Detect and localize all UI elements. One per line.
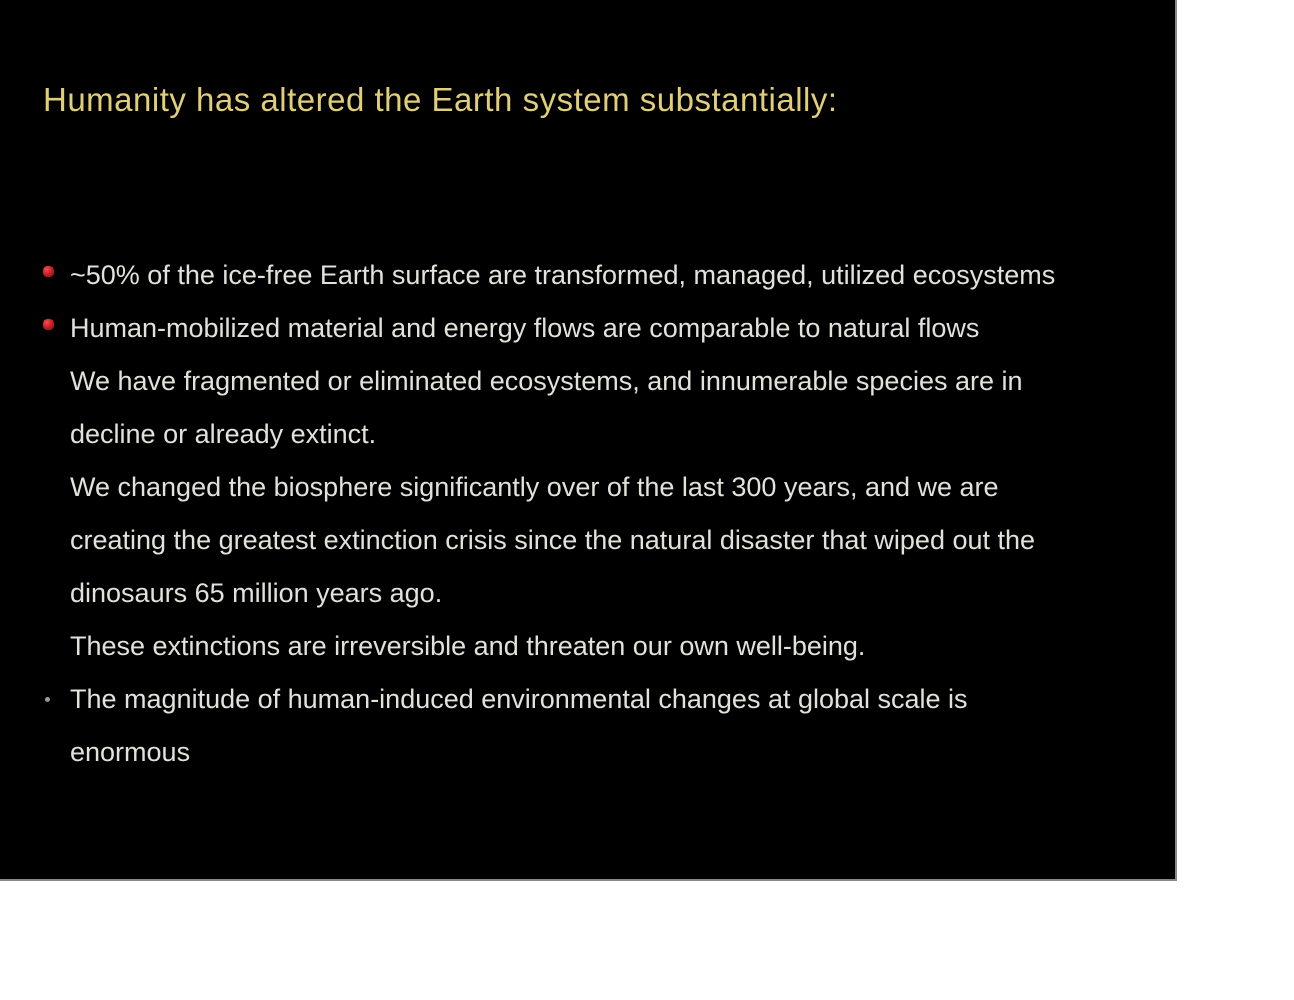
red-square-bullet-icon (43, 319, 54, 330)
bullet-spacer (43, 461, 70, 478)
list-item (43, 355, 1158, 461)
list-item (43, 249, 1158, 302)
text-line: decline or already extinct. (70, 419, 377, 449)
paragraph-text (70, 249, 1158, 302)
red-square-bullet-icon (43, 266, 54, 277)
bullet-spacer (43, 620, 70, 637)
paragraph-text (70, 673, 1158, 779)
paragraph-text (70, 461, 1158, 620)
paragraph-text (70, 355, 1158, 461)
paragraph-text (70, 302, 1158, 355)
text-line: enormous (70, 737, 191, 767)
text-line: We changed the biosphere significantly over of the last 300 years, and we are (70, 472, 999, 502)
bullet-cell (43, 673, 70, 702)
text-line: dinosaurs 65 million years ago. (70, 578, 443, 608)
list-item (43, 302, 1158, 355)
bullet-cell (43, 302, 70, 330)
text-line: These extinctions are irreversible and threaten our own well-being. (70, 631, 866, 661)
text-line: The magnitude of human-induced environmental changes at global scale is (70, 684, 968, 714)
text-line: We have fragmented or eliminated ecosystems, and innumerable species are in (70, 366, 1023, 396)
list-item (43, 620, 1158, 673)
list-item (43, 461, 1158, 620)
slide-title: Humanity has altered the Earth system substantially: (43, 81, 838, 118)
bullet-list (43, 249, 1158, 779)
dot-bullet-icon (45, 697, 50, 702)
text-line: Human-mobilized material and energy flows are comparable to natural flows (70, 313, 980, 343)
list-item (43, 673, 1158, 779)
bullet-spacer (43, 355, 70, 372)
paragraph-text (70, 620, 1158, 673)
text-line: creating the greatest extinction crisis since the natural disaster that wiped out the (70, 525, 1036, 555)
bullet-cell (43, 249, 70, 277)
text-line: ~50% of the ice-free Earth surface are transformed, managed, utilized ecosystems (70, 260, 1056, 290)
